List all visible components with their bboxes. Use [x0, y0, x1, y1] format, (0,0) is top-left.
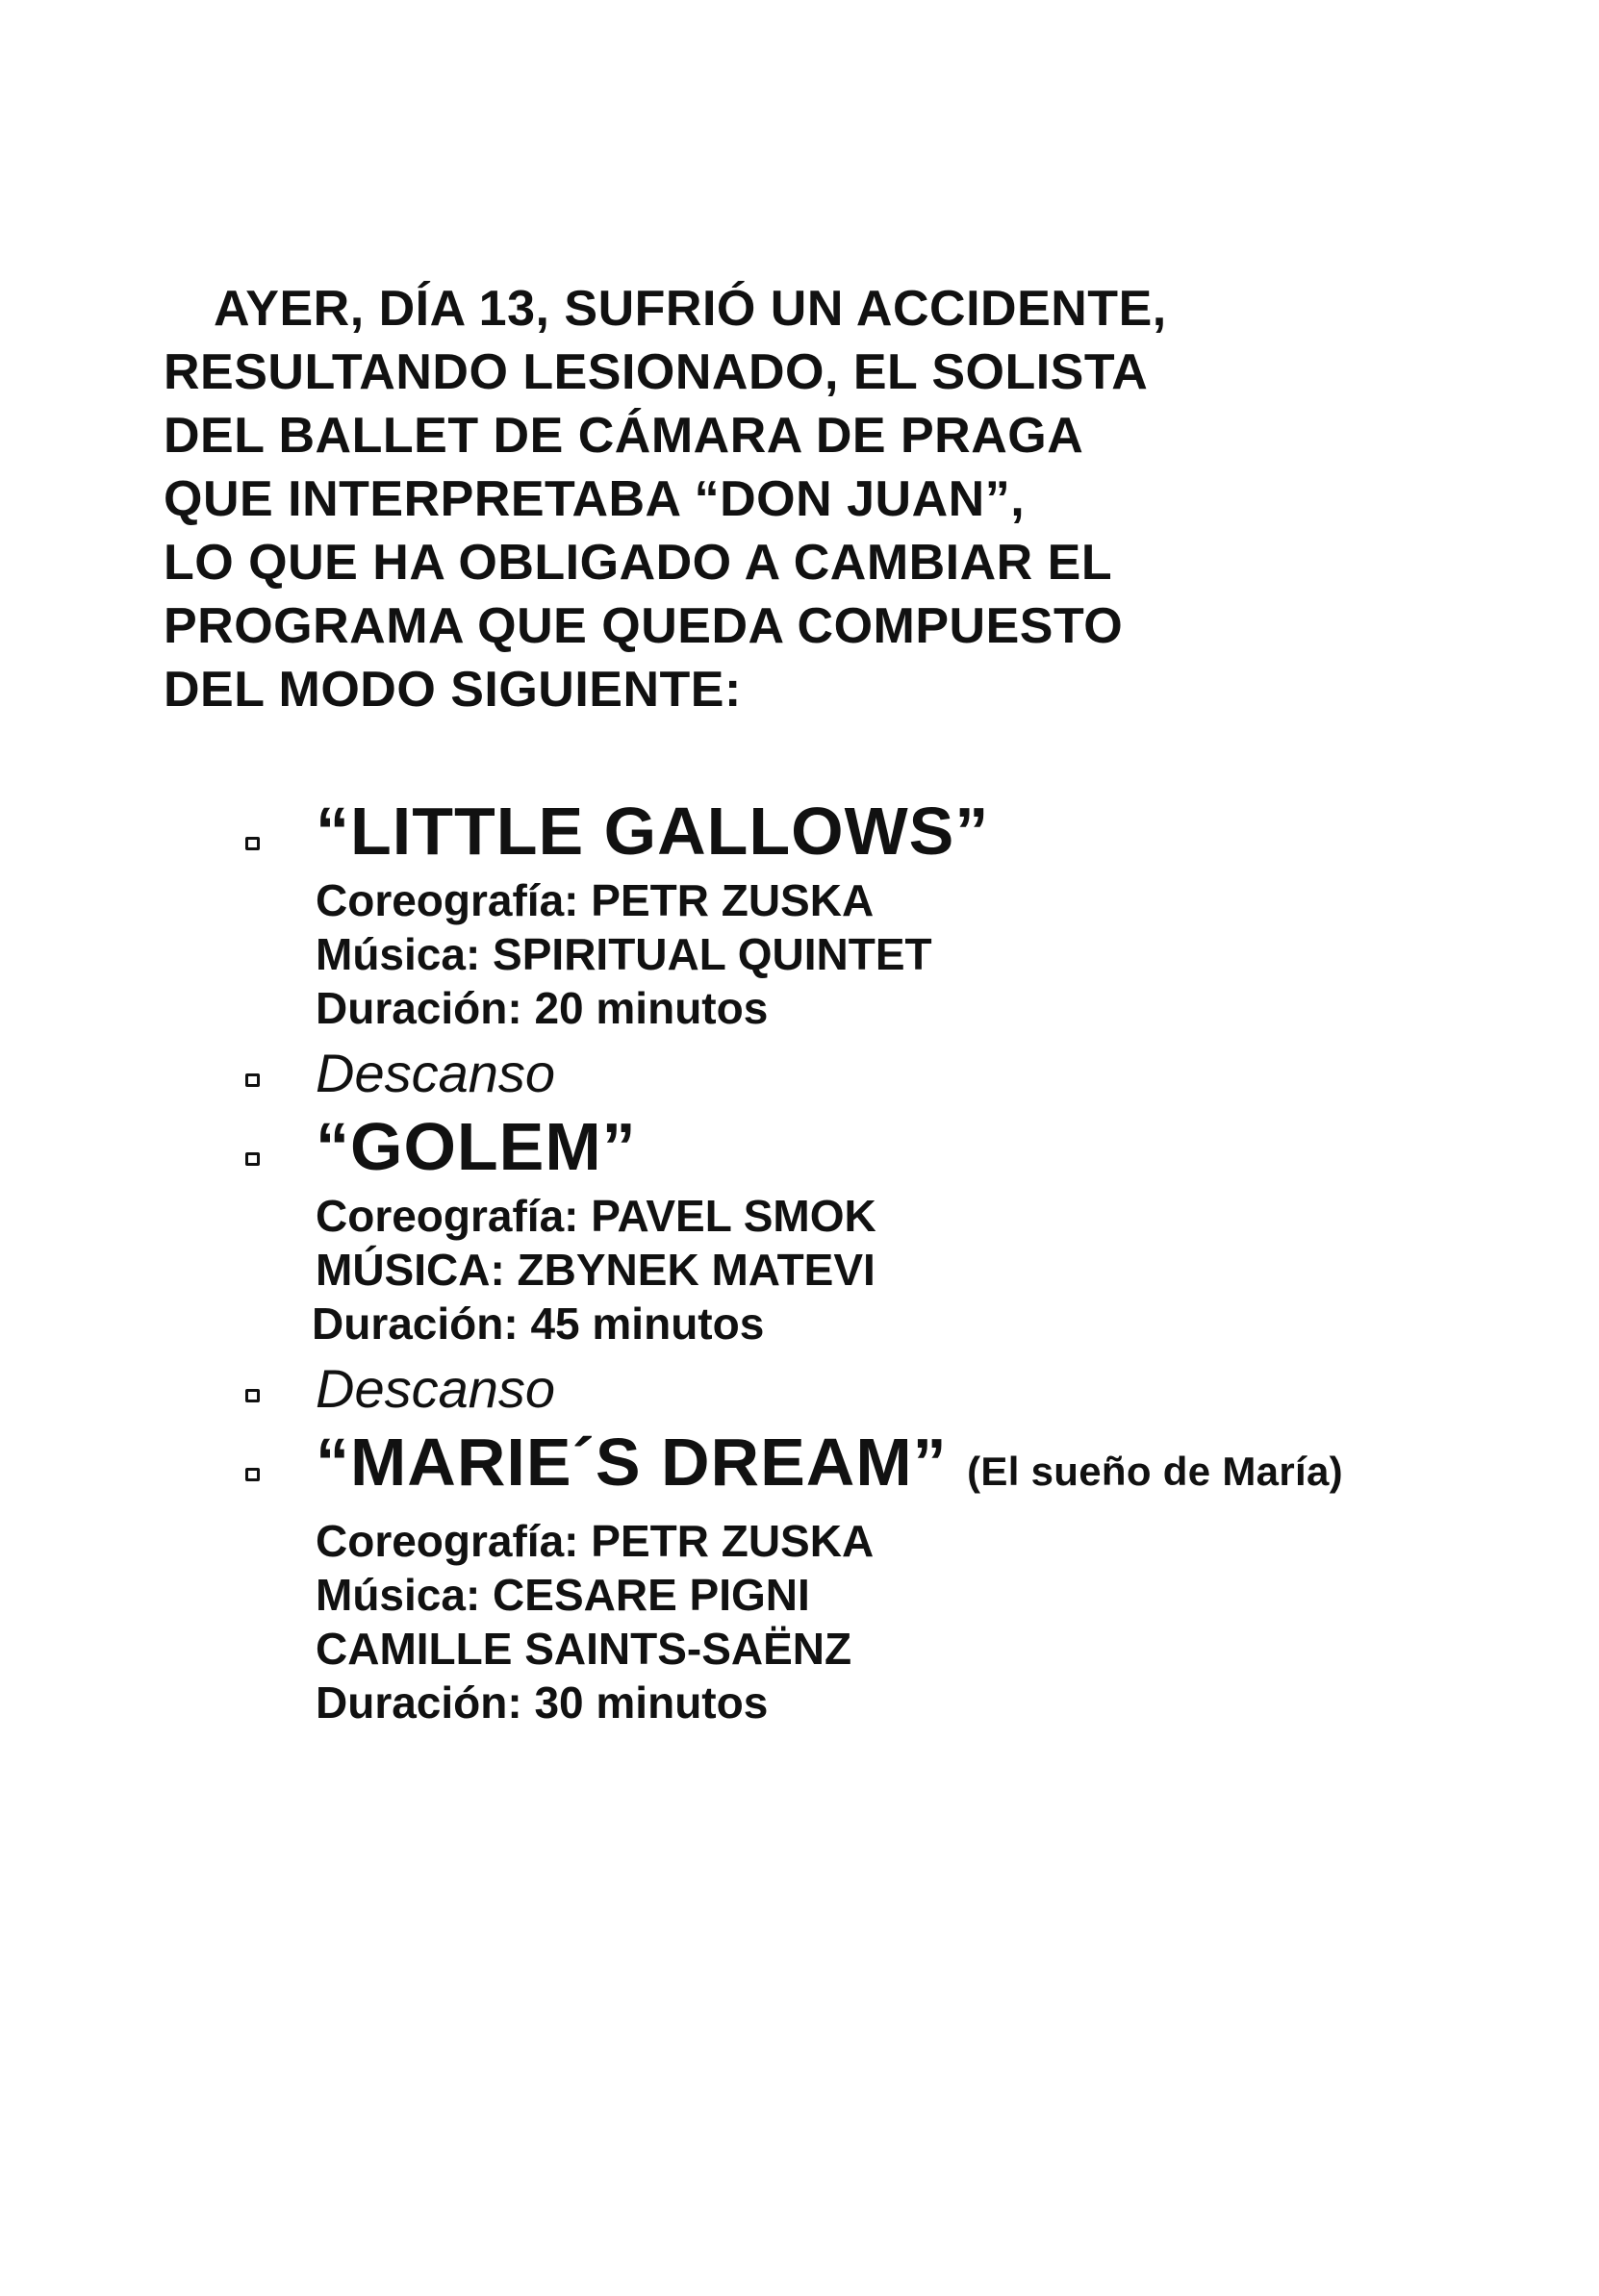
piece-duration: Duración: 30 minutos	[316, 1678, 769, 1728]
piece-title: “MARIE´S DREAM”	[316, 1425, 948, 1500]
program-item-golem	[241, 1104, 1491, 1350]
piece-choreography: Coreografía: PETR ZUSKA	[316, 1516, 875, 1566]
announcement-line: QUE INTERPRETABA “DON JUAN”,	[164, 471, 1026, 527]
announcement-line: AYER, DÍA 13, SUFRIÓ UN ACCIDENTE,	[214, 281, 1167, 337]
announcement-line: RESULTANDO LESIONADO, EL SOLISTA	[164, 344, 1149, 400]
program-item-break	[241, 1358, 1491, 1420]
piece-music: Música: CESARE PIGNI	[316, 1570, 810, 1620]
piece-music: Música: SPIRITUAL QUINTET	[316, 929, 932, 979]
piece-music-second: CAMILLE SAINTS-SAËNZ	[316, 1624, 852, 1674]
announcement-line: DEL MODO SIGUIENTE:	[164, 662, 742, 718]
piece-title-line	[316, 1420, 1491, 1514]
piece-subtitle: (El sueño de María)	[967, 1449, 1343, 1494]
checkbox-bullet-icon	[245, 1073, 260, 1087]
break-label: Descanso	[316, 1358, 556, 1419]
announcement-line: LO QUE HA OBLIGADO A CAMBIAR EL	[164, 535, 1113, 591]
program-list	[241, 789, 1491, 1729]
piece-title: “LITTLE GALLOWS”	[316, 794, 990, 869]
piece-duration: Duración: 45 minutos	[312, 1299, 765, 1349]
piece-choreography: Coreografía: PETR ZUSKA	[316, 875, 875, 925]
piece-music: MÚSICA: ZBYNEK MATEVI	[316, 1245, 876, 1295]
checkbox-bullet-icon	[245, 1389, 260, 1402]
break-label: Descanso	[316, 1043, 556, 1103]
checkbox-bullet-icon	[245, 1152, 260, 1166]
program-item-break	[241, 1043, 1491, 1104]
announcement-text	[164, 277, 1414, 721]
announcement-line: PROGRAMA QUE QUEDA COMPUESTO	[164, 598, 1124, 654]
program-item-little-gallows	[241, 789, 1491, 1035]
piece-title: “GOLEM”	[316, 1109, 637, 1184]
checkbox-bullet-icon	[245, 1468, 260, 1481]
program-item-maries-dream	[241, 1420, 1491, 1729]
piece-choreography: Coreografía: PAVEL SMOK	[316, 1191, 876, 1241]
announcement-line: DEL BALLET DE CÁMARA DE PRAGA	[164, 408, 1084, 464]
piece-duration: Duración: 20 minutos	[316, 983, 769, 1033]
checkbox-bullet-icon	[245, 837, 260, 850]
